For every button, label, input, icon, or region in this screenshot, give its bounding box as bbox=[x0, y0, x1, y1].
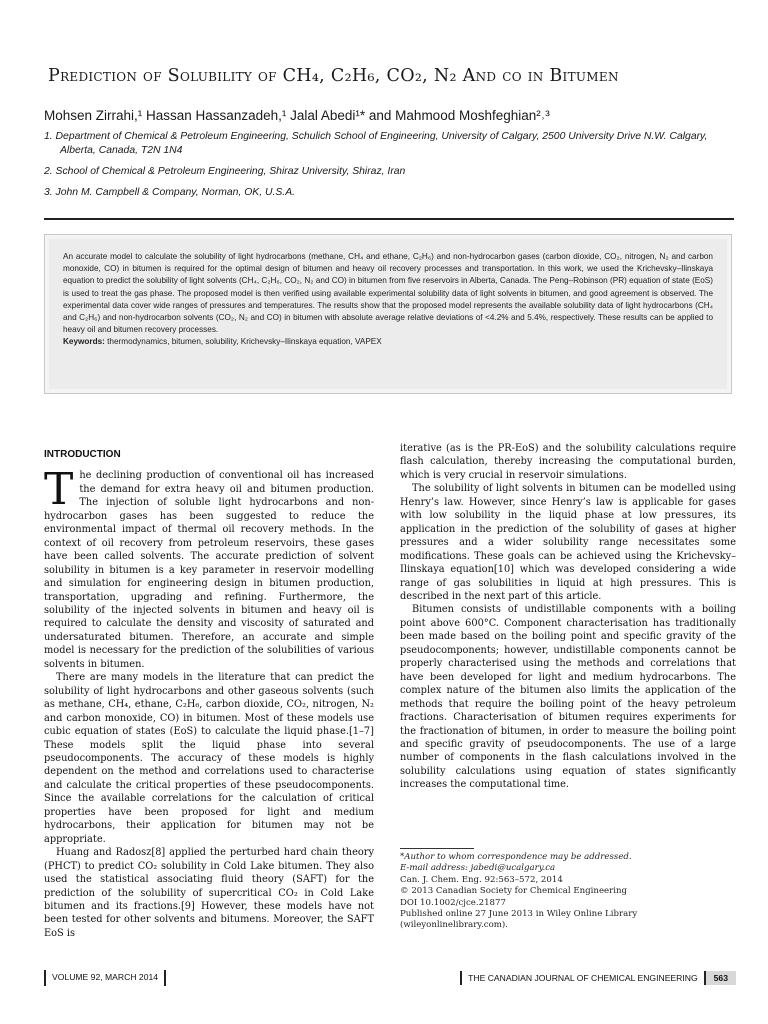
left-column bbox=[44, 440, 374, 940]
header-divider bbox=[44, 218, 734, 220]
body-paragraph: The solubility of light solvents in bitumen can be modelled using Henry’s law. However, since Henry’s law is applicable for gases with low solubility in the liquid phase at low pressures, its application in the prediction of the solubility of gases at higher pressures and a wider solubility range necessitates some modifications. These goals can be achieved using the Krichevsky–Ilinskaya equation[10] which was developed considering a wide range of gas solubilities in liquid at high pressures. This is described in the next part of this article. bbox=[400, 483, 736, 602]
body-paragraph: Bitumen consists of undistillable components with a boiling point above 600°C. Component characterisation has traditionally been made based on the boiling point and specific gravity of the pseudocomponents; however, undistillable components cannot be properly characterised using the methods and correlations that have been developed for light and medium hydrocarbons. The complex nature of the bitumen also limits the application of the methods that require the boiling point of the heavy petroleum fractions. Characterisation of bitumen requires experiments for the fractionation of bitumen, in order to measure the boiling point and specific gravity of pseudocomponents. The use of a large number of components in the flash calculations involved in the solubility calculations using equation of states significantly increases the computational time. bbox=[400, 604, 736, 791]
abstract-box bbox=[44, 234, 732, 394]
journal-name: THE CANADIAN JOURNAL OF CHEMICAL ENGINEERING bbox=[460, 971, 704, 985]
keywords-line bbox=[63, 336, 713, 348]
affiliations bbox=[44, 130, 744, 207]
footer-volume: VOLUME 92, MARCH 2014 bbox=[44, 970, 166, 986]
article-title: Prediction of Solubility of CH₄, C₂H₆, CO₂, N₂ And co in Bitumen bbox=[48, 66, 619, 86]
page-number: 563 bbox=[704, 971, 736, 985]
doi[interactable]: DOI 10.1002/cjce.21877 bbox=[400, 897, 506, 908]
right-column bbox=[400, 442, 736, 792]
body-paragraph bbox=[44, 464, 374, 671]
copyright: © 2013 Canadian Society for Chemical Engineering bbox=[400, 886, 628, 897]
abstract-text: An accurate model to calculate the solubility of light hydrocarbons (methane, CH₄ and ethane, C₂H₆) and non-hydrocarbon gases (carbon dioxide, CO₂, nitrogen, N₂ and carbon monoxide, CO) in bitumen is required for the optimal design of bitumen and heavy oil recovery processes and transportation. In this work, we used the Krichevsky–Ilinskaya equation to predict the solubility of light solvents (CH₄, C₂H₆, CO₂, N₂ and CO) in bitumen from five reservoirs in Alberta, Canada. The Peng–Robinson (PR) equation of state (EoS) is used to treat the gas phase. The proposed model is then verified using available experimental solubility data of light solvents in bitumen, and good agreement is observed. The experimental data cover wide ranges of pressures and temperatures. The results show that the proposed model represents the available solubility data of light hydrocarbons (CH₄ and C₂H₆) and non-hydrocarbon solvents (CO₂, N₂ and CO) in bitumen with absolute average relative deviations of <4.2% and 5.4%, respectively. These results can be applied to heavy oil and bitumen recovery processes. bbox=[63, 252, 713, 335]
paragraph-text: he declining production of conventional oil has increased the demand for extra heavy oil and bitumen production. The injection of soluble light hydrocarbons and non-hydrocarbon gases has been suggested to reduce the environmental impact of thermal oil recovery methods. In the context of oil recovery from petroleum reservoirs, these gases have been called solvents. The accurate prediction of solvent solubility in bitumen is a key parameter in reservoir modelling and simulation for engineering design in bitumen production, transportation, upgrading and refining. Furthermore, the solubility of the injected solvents in bitumen and heavy oil is required to calculate the density and viscosity of saturated and undersaturated bitumen. Therefore, an accurate and simple model is necessary for the prediction of the solubilities of various solvents in bitumen. bbox=[44, 470, 374, 670]
body-paragraph: There are many models in the literature that can predict the solubility of light hydrocarbons and other gaseous solvents (such as methane, CH₄, ethane, C₂H₆, carbon dioxide, CO₂, nitrogen, N₂ and carbon monoxide, CO) in bitumen. Most of these models use cubic equation of states (EoS) to calculate the liquid phase.[1–7] These models split the liquid phase into several pseudocomponents. The accuracy of these models is highly dependent on the method and correlations used to characterise and calculate the critical properties of these pseudocomponents. Since the available correlations for the calculation of critical properties have been proposed for light and medium hydrocarbons, their application for bitumen may not be appropriate. bbox=[44, 672, 374, 845]
affiliation-2: 2. School of Chemical & Petroleum Engineering, Shiraz University, Shiraz, Iran bbox=[44, 166, 406, 177]
drop-cap: T bbox=[44, 464, 74, 516]
keywords-list: thermodynamics, bitumen, solubility, Krichevsky–Ilinskaya equation, VAPEX bbox=[107, 337, 382, 347]
author-list: Mohsen Zirrahi,¹ Hassan Hassanzadeh,¹ Jalal Abedi¹* and Mahmood Moshfeghian²˒³ bbox=[44, 108, 550, 123]
footnote-divider bbox=[400, 848, 474, 849]
affiliation-3: 3. John M. Campbell & Company, Norman, OK, U.S.A. bbox=[44, 187, 296, 198]
correspondence-note: *Author to whom correspondence may be addressed. bbox=[400, 852, 632, 862]
footnote bbox=[400, 852, 730, 932]
citation: Can. J. Chem. Eng. 92:563–572, 2014 bbox=[400, 874, 563, 885]
affiliation-1: 1. Department of Chemical & Petroleum Engineering, Schulich School of Engineering, University of Calgary, 2500 University Drive N.W. Calgary, Alberta, Canada, T2N 1N4 bbox=[44, 131, 708, 156]
body-paragraph: iterative (as is the PR-EoS) and the solubility calculations require flash calculation, thereby increasing the computational burden, which is very crucial in reservoir simulations. bbox=[400, 443, 736, 481]
body-paragraph: Huang and Radosz[8] applied the perturbed hard chain theory (PHCT) to predict CO₂ solubility in Cold Lake bitumen. They also used the statistical associating fluid theory (SAFT) for the prediction of the solubility of supercritical CO₂ in Cold Lake bitumen and its fractions.[9] However, these models have not been tested for other solvents and bitumens. Moreover, the SAFT EoS is bbox=[44, 847, 374, 939]
footer-journal bbox=[460, 970, 736, 986]
email-address[interactable]: E-mail address: jabedi@ucalgary.ca bbox=[400, 863, 556, 874]
keywords-label: Keywords: bbox=[63, 337, 105, 347]
section-heading: INTRODUCTION bbox=[44, 449, 121, 460]
publication-note: Published online 27 June 2013 in Wiley Online Library (wileyonlinelibrary.com). bbox=[400, 909, 638, 931]
